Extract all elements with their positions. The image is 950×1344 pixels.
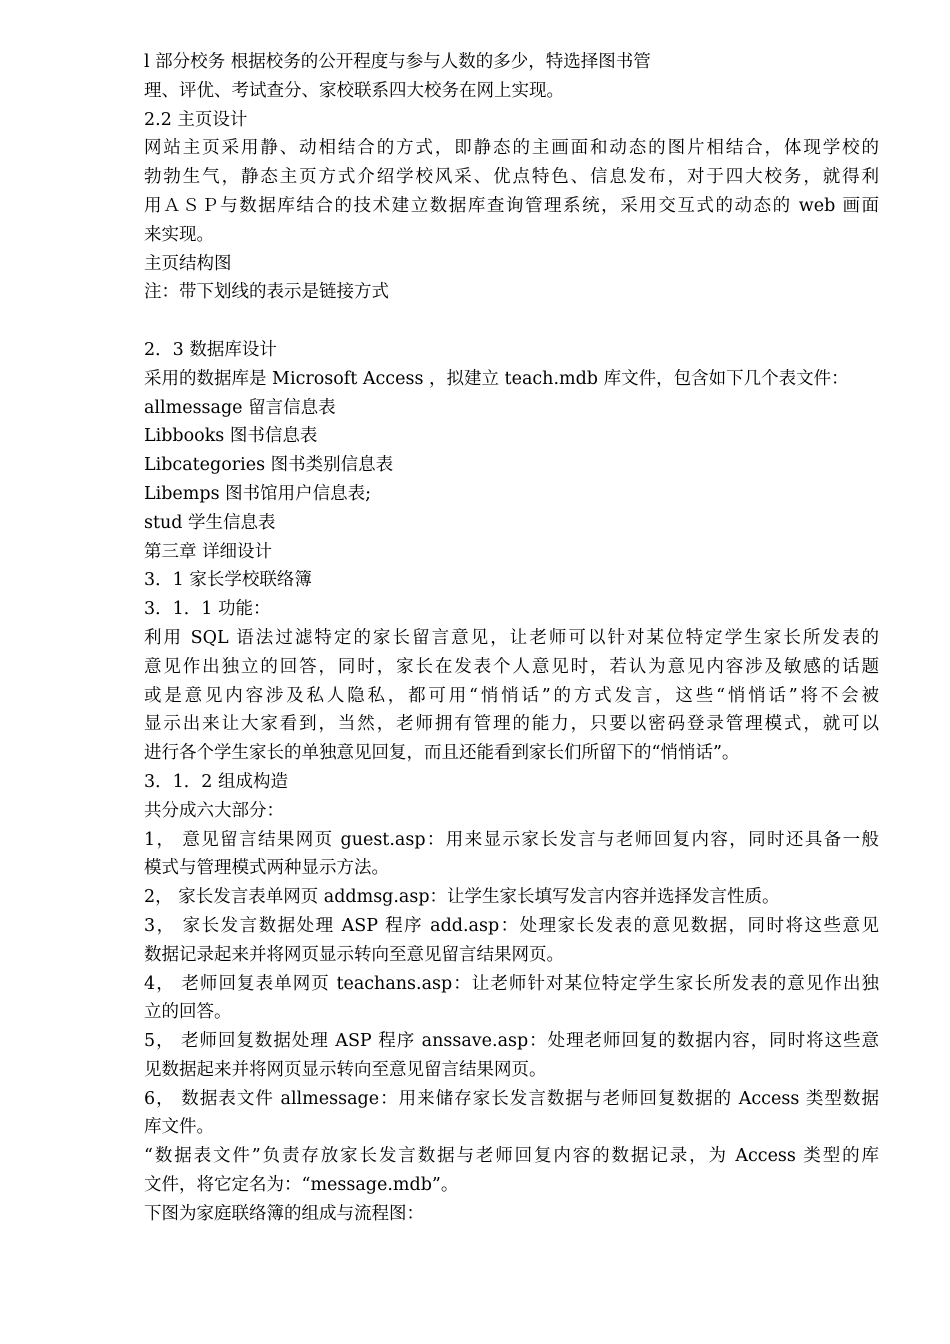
subsection-heading: 3．1．2 组成构造 [144, 771, 288, 792]
table-list-item: allmessage 留言信息表 [144, 397, 336, 418]
list-item: 3， 家长发言数据处理 ASP 程序 add.asp：处理家长发表的意见数据，同时将这些意见 [144, 915, 879, 936]
text-line: 文件，将它定名为：“message.mdb”。 [144, 1175, 459, 1196]
list-item-continuation: 立的回答。 [144, 1002, 232, 1023]
blank-line [144, 307, 879, 336]
text-line: 来实现。 [144, 224, 214, 245]
table-list-item: stud 学生信息表 [144, 512, 276, 533]
table-list-item: Libbooks 图书信息表 [144, 426, 318, 447]
text-line: 勃勃生气，静态主页方式介绍学校风采、优点特色、信息发布，对于四大校务，就得利 [144, 167, 879, 188]
figure-caption: 主页结构图 [144, 253, 232, 274]
text-line: 采用的数据库是 Microsoft Access ，拟建立 teach.mdb 库文件，包含如下几个表文件： [144, 368, 849, 389]
text-line: 用ＡＳＰ与数据库结合的技术建立数据库查询管理系统，采用交互式的动态的 web 画面 [144, 195, 879, 216]
list-item: 1， 意见留言结果网页 guest.asp：用来显示家长发言与老师回复内容，同时还具备一般 [144, 829, 879, 850]
text-line: 进行各个学生家长的单独意见回复，而且还能看到家长们所留下的“悄悄话”。 [144, 743, 740, 764]
list-item-continuation: 见数据起来并将网页显示转向至意见留言结果网页。 [144, 1059, 547, 1080]
list-item: 5， 老师回复数据处理 ASP 程序 anssave.asp：处理老师回复的数据内容，同时将这些意 [144, 1031, 879, 1052]
list-item: 6， 数据表文件 allmessage：用来储存家长发言数据与老师回复数据的 Access 类型数据 [144, 1088, 879, 1109]
table-list-item: Libcategories 图书类别信息表 [144, 455, 394, 476]
list-item-continuation: 数据记录起来并将网页显示转向至意见留言结果网页。 [144, 944, 564, 965]
subsection-heading: 3．1．1 功能： [144, 599, 271, 620]
text-line: 网站主页采用静、动相结合的方式，即静态的主画面和动态的图片相结合，体现学校的 [144, 138, 879, 159]
text-line: 利用 SQL 语法过滤特定的家长留言意见，让老师可以针对某位特定学生家长所发表的 [144, 627, 879, 648]
section-heading: 3．1 家长学校联络簿 [144, 570, 312, 591]
figure-caption: 下图为家庭联络簿的组成与流程图： [144, 1203, 424, 1224]
chapter-heading: 第三章 详细设计 [144, 541, 273, 562]
section-heading: 2．3 数据库设计 [144, 339, 277, 360]
list-item: 2， 家长发言表单网页 addmsg.asp：让学生家长填写发言内容并选择发言性质。 [144, 887, 780, 908]
text-line: l 部分校务 根据校务的公开程度与参与人数的多少，特选择图书管 [144, 52, 651, 72]
text-line: 共分成六大部分： [144, 800, 284, 821]
list-item: 4， 老师回复表单网页 teachans.asp：让老师针对某位特定学生家长所发表的意见作出独 [144, 973, 879, 994]
table-list-item: Libemps 图书馆用户信息表; [144, 483, 372, 504]
list-item-continuation: 模式与管理模式两种显示方法。 [144, 858, 389, 879]
text-line: 意见作出独立的回答，同时，家长在发表个人意见时，若认为意见内容涉及敏感的话题 [144, 656, 879, 677]
text-line: 显示出来让大家看到，当然，老师拥有管理的能力，只要以密码登录管理模式，就可以 [144, 714, 879, 735]
text-line: 理、评优、考试查分、家校联系四大校务在网上实现。 [144, 80, 564, 101]
note-line: 注：带下划线的表示是链接方式 [144, 282, 389, 303]
text-line: “数据表文件”负责存放家长发言数据与老师回复内容的数据记录，为 Access 类型的库 [144, 1146, 879, 1167]
text-line: 或是意见内容涉及私人隐私，都可用“悄悄话”的方式发言，这些“悄悄话”将不会被 [144, 685, 879, 706]
list-item-continuation: 库文件。 [144, 1117, 214, 1138]
section-heading: 2.2 主页设计 [144, 109, 248, 130]
document-body [144, 48, 879, 1229]
